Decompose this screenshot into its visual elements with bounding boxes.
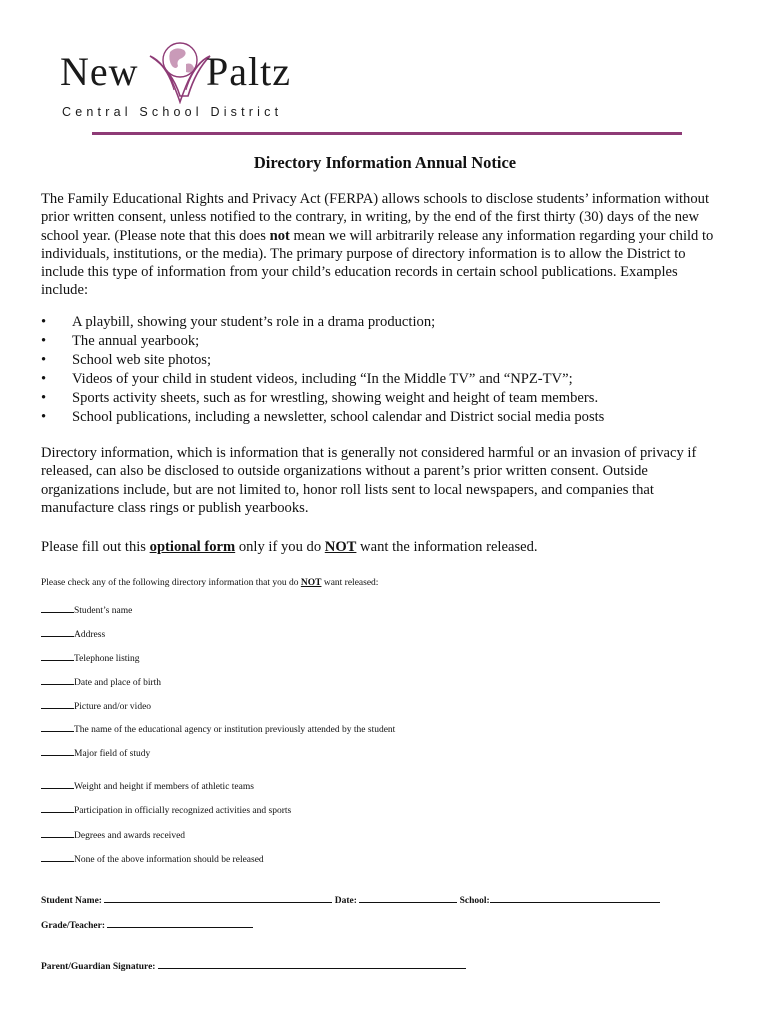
checklist-item-telephone (41, 651, 140, 664)
example-text: Sports activity sheets, such as for wrestling, showing weight and height of team members. (72, 390, 599, 406)
checklist-label: Student’s name (74, 606, 133, 616)
signature-field[interactable] (158, 959, 466, 969)
intro-paragraph (41, 190, 721, 300)
optional-form-note (41, 538, 721, 556)
list-item (41, 351, 721, 370)
checklist-item-weight-height (41, 779, 254, 792)
intro-bold-not: not (269, 227, 290, 244)
check-blank[interactable] (41, 722, 74, 732)
checklist-item-birth (41, 675, 161, 688)
example-text: School publications, including a newsletter, school calendar and District social media posts (72, 409, 605, 425)
check-blank[interactable] (41, 779, 74, 789)
instruction-bold-not: NOT (300, 578, 322, 588)
note-text-1: Please fill out this (41, 539, 150, 555)
logo-word-paltz: Paltz (206, 49, 291, 94)
example-text: The annual yearbook; (72, 333, 200, 349)
bullet-icon: • (41, 390, 47, 406)
check-blank[interactable] (41, 675, 74, 685)
checklist-label: Telephone listing (74, 654, 140, 664)
bullet-icon: • (41, 371, 47, 387)
grade-teacher-field[interactable] (107, 918, 253, 928)
checklist-item-picture (41, 699, 151, 712)
checklist-label: Weight and height if members of athletic teams (74, 782, 254, 792)
checklist-item-none (41, 852, 264, 865)
check-blank[interactable] (41, 603, 74, 613)
note-text-2: only if you do (235, 539, 325, 555)
intro-text-end: mean we will arbitrarily release any information regarding your child to individuals, institutions, or the media). The primary purpose of directory information is to allow the District to include this type of information from your child’s education records in certain school publications. Examples include: (41, 227, 714, 299)
signature-label: Parent/Guardian Signature: (41, 962, 156, 972)
examples-list (41, 313, 721, 427)
list-item (41, 313, 721, 332)
checklist-item-address (41, 627, 105, 640)
bullet-icon: • (41, 409, 47, 425)
check-blank[interactable] (41, 699, 74, 709)
checklist-item-degrees (41, 828, 185, 841)
checklist-label: Participation in officially recognized activities and sports (74, 806, 292, 816)
example-text: A playbill, showing your student’s role in a drama production; (72, 314, 436, 330)
grade-teacher-label: Grade/Teacher: (41, 921, 106, 931)
signature-row (41, 959, 466, 972)
intro-text-start: The Family Educational Rights and Privacy Act (FERPA) allows schools to disclose students’ information without prior written consent, unless notified to the contrary, in writing, by the end of the first thirty (30) days of the new school year. (Please note that this does (41, 191, 710, 244)
school-field[interactable] (490, 893, 660, 903)
check-blank[interactable] (41, 803, 74, 813)
date-field[interactable] (359, 893, 457, 903)
list-item (41, 332, 721, 351)
checklist-instruction (41, 578, 378, 588)
note-bold-not: NOT (324, 539, 357, 555)
bullet-icon: • (41, 352, 47, 368)
note-text-3: want the information released. (356, 539, 538, 555)
page-title: Directory Information Annual Notice (253, 153, 517, 172)
date-label: Date: (334, 896, 357, 906)
checklist-label: Degrees and awards received (74, 831, 186, 841)
student-name-field[interactable] (104, 893, 332, 903)
note-bold-optional-form: optional form (149, 539, 236, 555)
bullet-icon: • (41, 314, 47, 330)
checklist-label: Date and place of birth (74, 678, 162, 688)
checklist-item-major-field (41, 746, 150, 759)
instruction-text-2: want released: (321, 578, 379, 588)
example-text: Videos of your child in student videos, including “In the Middle TV” and “NPZ-TV”; (72, 371, 573, 387)
logo-word-new: New (60, 49, 139, 94)
school-label: School: (459, 896, 490, 906)
disclosure-paragraph: Directory information, which is information that is generally not considered harmful or an invasion of privacy if released, can also be disclosed to outside organizations without a parent’s prior written consent. Outside organizations include, but are not limited to, honor roll lists sent to local newspapers, and companies that manufacture class rings or publish yearbooks. (41, 445, 697, 516)
checklist-item-activities (41, 803, 291, 816)
example-text: School web site photos; (72, 352, 212, 368)
grade-teacher-row (41, 918, 253, 931)
header-divider (92, 132, 682, 135)
list-item (41, 389, 721, 408)
checklist-label: Address (74, 630, 106, 640)
student-name-label: Student Name: (41, 896, 102, 906)
student-info-row (41, 893, 660, 906)
bullet-icon: • (41, 333, 47, 349)
logo-subtitle: Central School District (62, 105, 283, 119)
checklist-label: The name of the educational agency or institution previously attended by the student (74, 725, 396, 735)
district-logo (60, 38, 320, 128)
check-blank[interactable] (41, 828, 74, 838)
instruction-text-1: Please check any of the following directory information that you do (41, 578, 301, 588)
check-blank[interactable] (41, 627, 74, 637)
checklist-item-prior-school (41, 722, 395, 735)
checklist-label: None of the above information should be released (74, 855, 264, 865)
check-blank[interactable] (41, 651, 74, 661)
checklist-label: Picture and/or video (74, 702, 152, 712)
checklist-label: Major field of study (74, 749, 151, 759)
list-item (41, 370, 721, 389)
checklist-item-student-name (41, 603, 132, 616)
globe-hands-emblem-icon (148, 38, 212, 104)
check-blank[interactable] (41, 746, 74, 756)
list-item (41, 408, 721, 427)
check-blank[interactable] (41, 852, 74, 862)
